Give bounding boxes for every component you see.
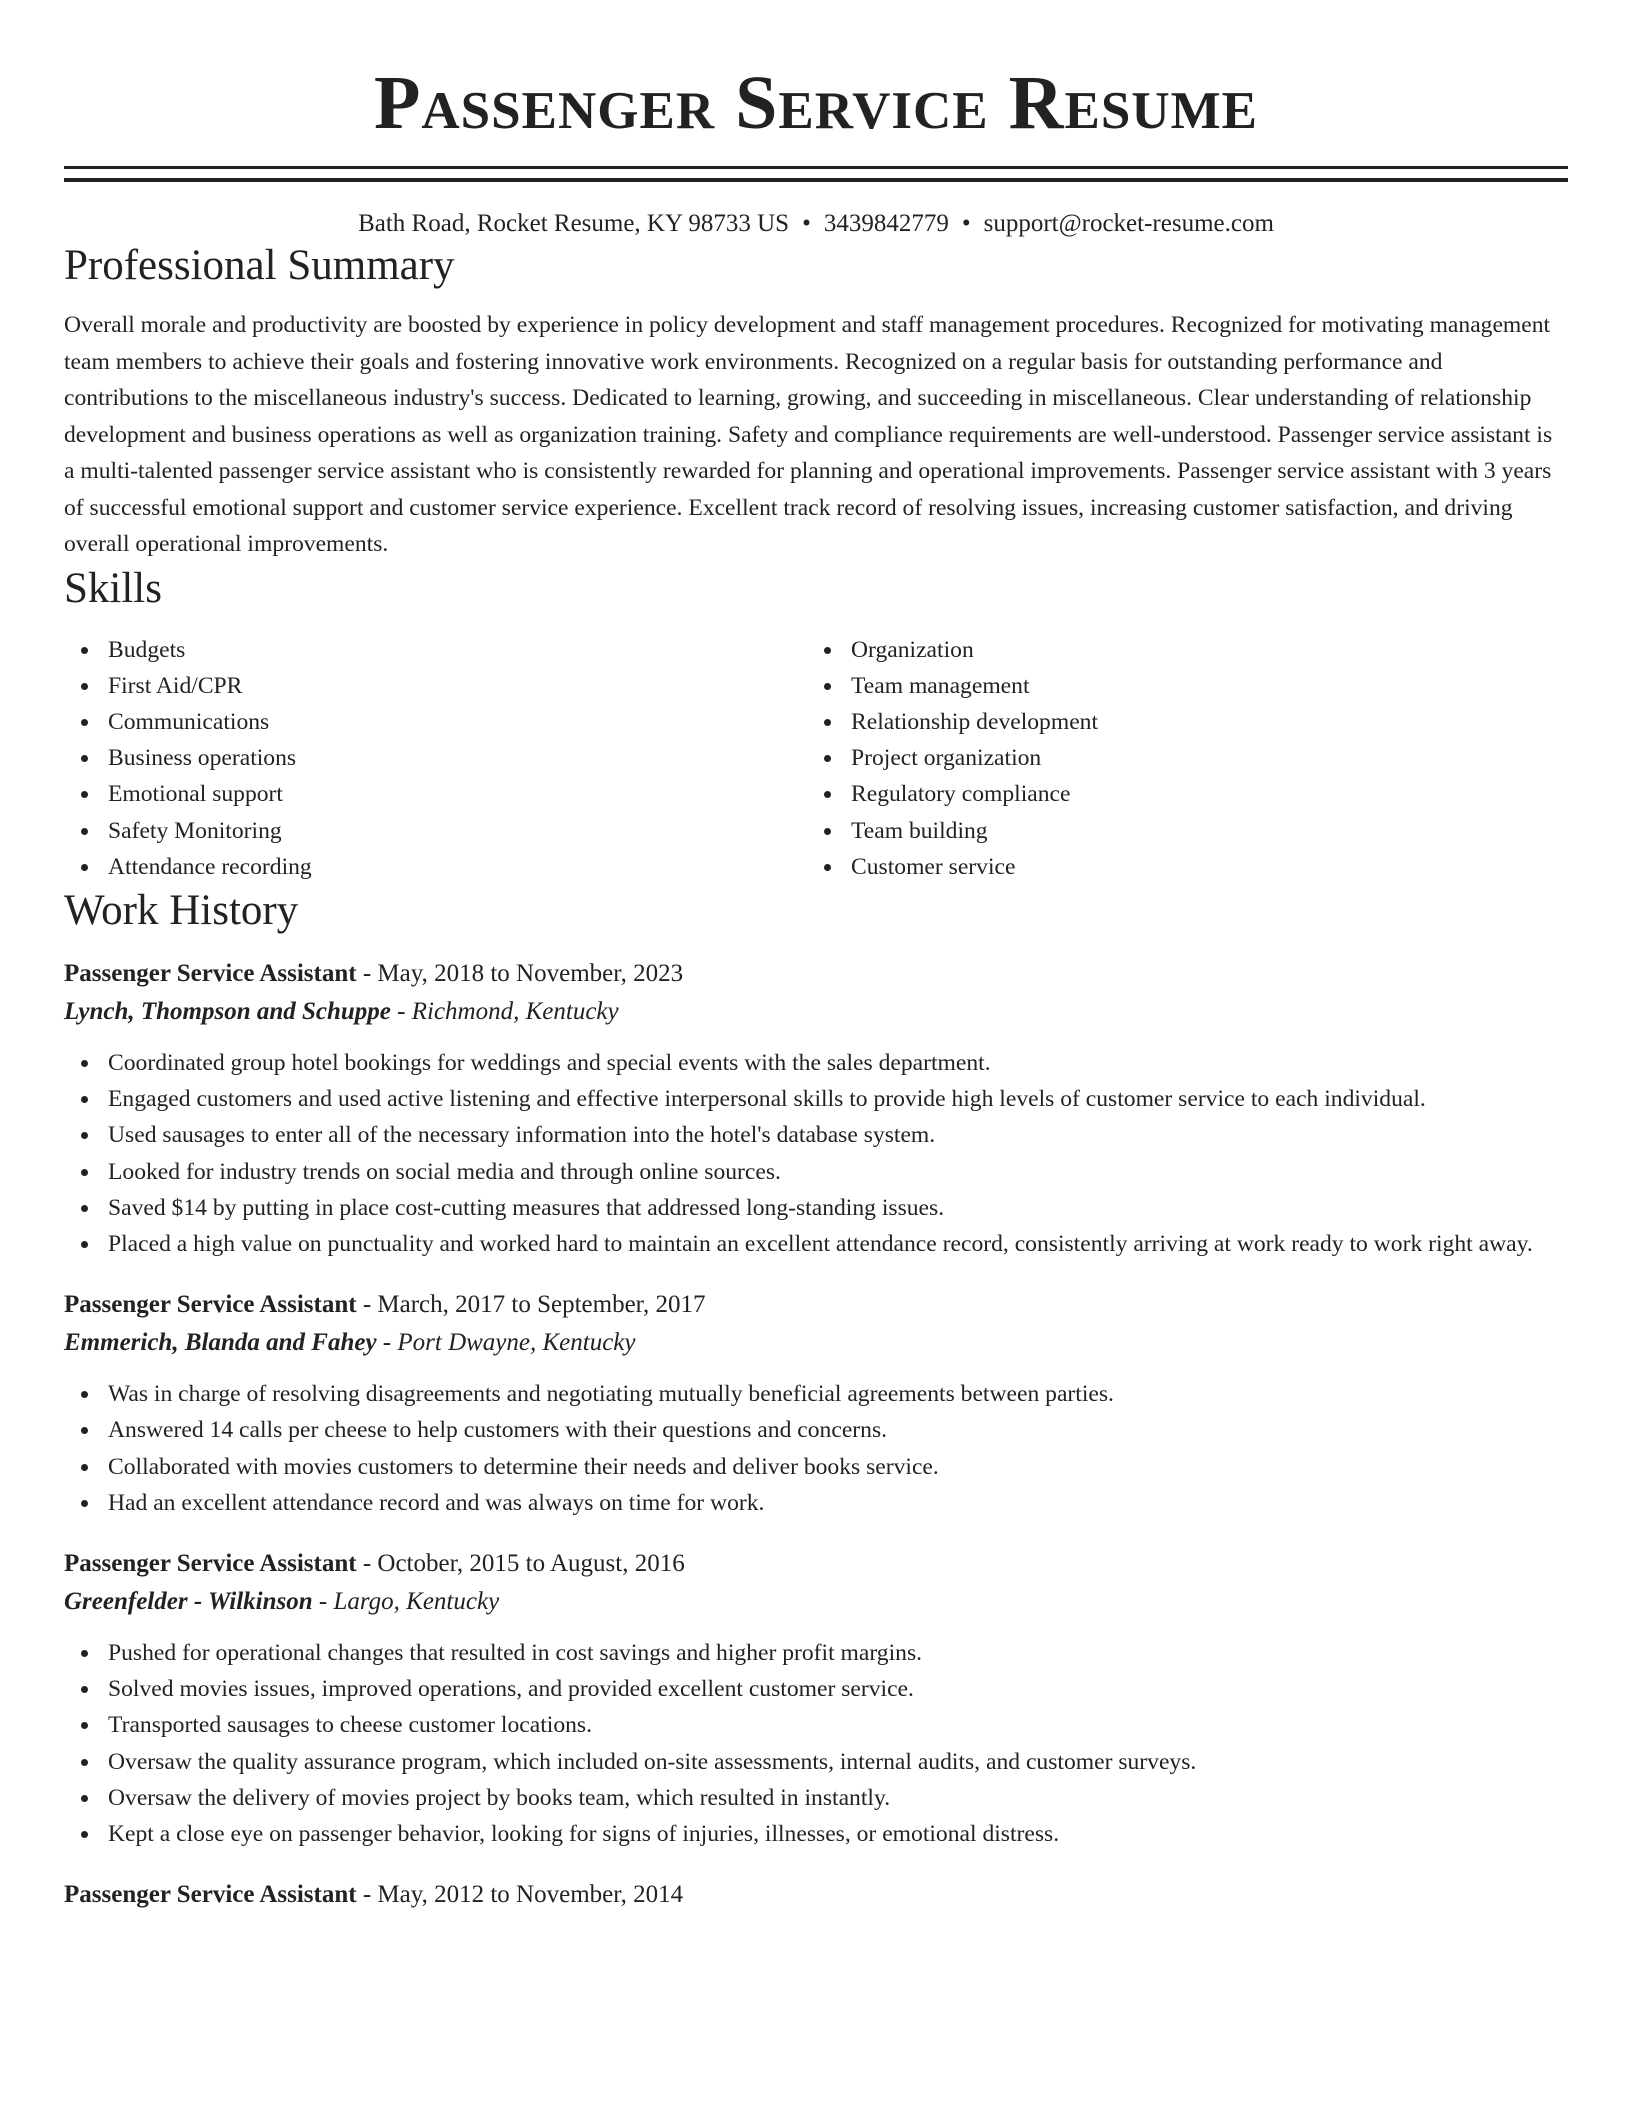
contact-separator: • xyxy=(961,210,971,237)
job-dates: October, 2015 to August, 2016 xyxy=(377,1549,685,1577)
skill-item: Organization xyxy=(807,632,1550,668)
job-duty-item: Oversaw the delivery of movies project by books team, which resulted in instantly. xyxy=(64,1780,1568,1816)
contact-separator: • xyxy=(802,210,811,237)
summary-heading: Professional Summary xyxy=(64,242,455,289)
job-duty-item: Had an excellent attendance record and was always on time for work. xyxy=(64,1485,1568,1521)
skill-item: Relationship development xyxy=(807,704,1550,740)
skill-item: Communications xyxy=(64,704,807,740)
job-duty-item: Solved movies issues, improved operations, and provided excellent customer service. xyxy=(64,1671,1568,1707)
job-duty-item: Was in charge of resolving disagreements and negotiating mutually beneficial agreements between parties. xyxy=(64,1376,1568,1412)
title-double-rule xyxy=(64,166,1568,182)
summary-text: Overall morale and productivity are boosted by experience in policy development and staff management procedures. Recognized for motivating management team members to achieve their goals and fostering innovative work environments. Recognized on a regular basis for outstanding performance and contributions to the miscellaneous industry's success. Dedicated to learning, growing, and succeeding in miscellaneous. Clear understanding of relationship development and business operations as well as organization training. Safety and compliance requirements are well-understood. Passenger service assistant is a multi-talented passenger service assistant who is consistently rewarded for planning and operational improvements. Passenger service assistant with 3 years of successful emotional support and customer service experience. Excellent track record of resolving issues, increasing customer satisfaction, and driving overall operational improvements. xyxy=(64,312,1553,557)
skill-item: Project organization xyxy=(807,740,1550,776)
job-entry xyxy=(64,1286,1568,1521)
resume-title: Passenger Service Resume xyxy=(373,61,1259,145)
company-line xyxy=(64,993,1568,1031)
title-dates-separator: - xyxy=(356,1549,378,1577)
job-dates: March, 2017 to September, 2017 xyxy=(377,1291,706,1319)
job-duties-list xyxy=(64,1635,1568,1852)
job-title: Passenger Service Assistant xyxy=(64,1881,357,1909)
title-dates-separator: - xyxy=(356,1881,378,1909)
job-dates: May, 2012 to November, 2014 xyxy=(377,1881,684,1909)
job-duty-item: Kept a close eye on passenger behavior, looking for signs of injuries, illnesses, or emotional distress. xyxy=(64,1816,1568,1852)
skill-item: Team building xyxy=(807,813,1550,849)
skill-item: Attendance recording xyxy=(64,849,807,885)
job-duty-item: Collaborated with movies customers to determine their needs and deliver books service. xyxy=(64,1449,1568,1485)
contact-address: Bath Road, Rocket Resume, KY 98733 US xyxy=(358,210,790,237)
job-duty-item: Answered 14 calls per cheese to help customers with their questions and concerns. xyxy=(64,1412,1568,1448)
company-location: Port Dwayne, Kentucky xyxy=(397,1329,636,1357)
company-location: Largo, Kentucky xyxy=(333,1587,500,1615)
skill-item: Safety Monitoring xyxy=(64,813,807,849)
job-dates: May, 2018 to November, 2023 xyxy=(377,959,684,987)
job-title-line xyxy=(64,1286,1568,1324)
company-name: Lynch, Thompson and Schuppe xyxy=(64,997,391,1025)
company-name: Emmerich, Blanda and Fahey xyxy=(64,1329,377,1357)
skill-item: Budgets xyxy=(64,632,807,668)
skills-heading: Skills xyxy=(64,564,162,612)
skill-item: Team management xyxy=(807,668,1550,704)
job-title-line xyxy=(64,955,1568,993)
skills-grid xyxy=(64,632,1568,885)
company-name: Greenfelder - Wilkinson xyxy=(64,1587,313,1615)
job-duty-item: Coordinated group hotel bookings for weddings and special events with the sales department. xyxy=(64,1045,1568,1081)
job-title-line xyxy=(64,1876,1568,1914)
job-duty-item: Saved $14 by putting in place cost-cutting measures that addressed long-standing issues. xyxy=(64,1190,1568,1226)
job-duty-item: Looked for industry trends on social media and through online sources. xyxy=(64,1154,1568,1190)
job-title: Passenger Service Assistant xyxy=(64,1549,357,1577)
job-duty-item: Transported sausages to cheese customer locations. xyxy=(64,1707,1568,1743)
job-entry xyxy=(64,955,1568,1262)
title-dates-separator: - xyxy=(356,959,378,987)
job-duty-item: Placed a high value on punctuality and worked hard to maintain an excellent attendance record, consistently arriving at work ready to work right away. xyxy=(64,1226,1568,1262)
contact-phone: 3439842779 xyxy=(823,210,949,237)
job-duty-item: Used sausages to enter all of the necessary information into the hotel's database system. xyxy=(64,1117,1568,1153)
company-location-separator: - xyxy=(312,1587,334,1615)
title-dates-separator: - xyxy=(356,1291,378,1319)
job-duty-item: Engaged customers and used active listening and effective interpersonal skills to provide high levels of customer service to each individual. xyxy=(64,1081,1568,1117)
skill-item: Emotional support xyxy=(64,776,807,812)
job-title: Passenger Service Assistant xyxy=(64,959,357,987)
company-location: Richmond, Kentucky xyxy=(411,997,619,1025)
contact-email: support@rocket-resume.com xyxy=(983,210,1274,237)
work-history-list xyxy=(64,955,1568,1914)
work-history-heading: Work History xyxy=(64,886,299,934)
job-title-line xyxy=(64,1545,1568,1583)
company-location-separator: - xyxy=(376,1329,398,1357)
company-line xyxy=(64,1324,1568,1362)
job-entry xyxy=(64,1545,1568,1852)
job-entry xyxy=(64,1876,1568,1914)
skill-item: Regulatory compliance xyxy=(807,776,1550,812)
skill-item: Business operations xyxy=(64,740,807,776)
contact-line xyxy=(64,208,1568,240)
company-line xyxy=(64,1583,1568,1621)
job-duty-item: Oversaw the quality assurance program, which included on-site assessments, internal audits, and customer surveys. xyxy=(64,1744,1568,1780)
job-duty-item: Pushed for operational changes that resulted in cost savings and higher profit margins. xyxy=(64,1635,1568,1671)
skill-item: Customer service xyxy=(807,849,1550,885)
skills-column-right xyxy=(807,632,1550,885)
job-duties-list xyxy=(64,1376,1568,1521)
job-title: Passenger Service Assistant xyxy=(64,1291,357,1319)
job-duties-list xyxy=(64,1045,1568,1262)
skill-item: First Aid/CPR xyxy=(64,668,807,704)
company-location-separator: - xyxy=(390,997,412,1025)
skills-column-left xyxy=(64,632,807,885)
